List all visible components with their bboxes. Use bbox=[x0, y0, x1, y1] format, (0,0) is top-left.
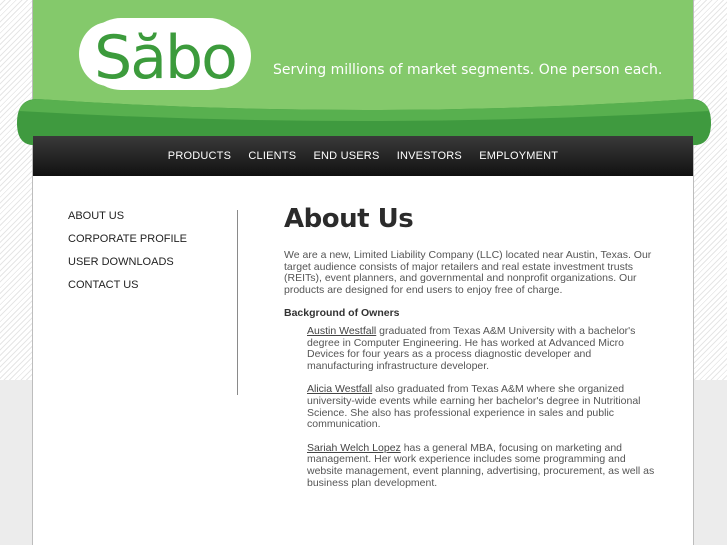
sabo-logo[interactable] bbox=[79, 12, 251, 92]
owners-heading: Background of Owners bbox=[284, 307, 400, 320]
sidebar-nav bbox=[68, 210, 187, 302]
page-container bbox=[32, 0, 694, 545]
owner-link-austin-westfall[interactable]: Austin Westfall bbox=[307, 324, 377, 337]
owner-link-alicia-westfall[interactable]: Alicia Westfall bbox=[307, 383, 373, 396]
svg-text:Săbo: Săbo bbox=[94, 23, 236, 92]
sidebar-divider bbox=[237, 210, 238, 395]
intro-paragraph: We are a new, Limited Liability Company (LLC) located near Austin, Texas. Our target audience consists of major retailers and real estate investment trusts (REITs), event planners, and governmental and nonprofit organizations. Our products are designed for end users to enjoy free of charge. bbox=[284, 249, 652, 296]
owner-entry bbox=[307, 326, 657, 372]
header-tagline: Serving millions of market segments. One person each. bbox=[273, 62, 663, 78]
nav-clients[interactable]: CLIENTS bbox=[248, 150, 297, 162]
nav-investors[interactable]: INVESTORS bbox=[396, 150, 462, 162]
main-nav bbox=[33, 150, 693, 162]
nav-employment[interactable]: EMPLOYMENT bbox=[479, 150, 559, 162]
sidebar-item-about-us[interactable]: ABOUT US bbox=[68, 210, 125, 222]
owner-bio: graduated from Texas A&M University with a bachelor's degree in Computer Engineering. He has worked at Advanced Micro Devices for four years as a process diagnostic developer and manufacturing infrastructure developer. bbox=[307, 324, 636, 372]
page-title: About Us bbox=[284, 204, 414, 234]
sidebar-item-contact-us[interactable]: CONTACT US bbox=[68, 279, 139, 291]
sidebar-item-user-downloads[interactable]: USER DOWNLOADS bbox=[68, 256, 174, 268]
sidebar-item-corporate-profile[interactable]: CORPORATE PROFILE bbox=[68, 233, 187, 245]
owner-entry bbox=[307, 384, 657, 430]
owner-entry bbox=[307, 443, 657, 489]
owner-link-sariah-welch-lopez[interactable]: Sariah Welch Lopez bbox=[307, 441, 401, 454]
main-nav-bar bbox=[33, 136, 693, 176]
nav-products[interactable]: PRODUCTS bbox=[167, 150, 232, 162]
nav-end-users[interactable]: END USERS bbox=[313, 150, 380, 162]
owner-bio: has a general MBA, focusing on marketing and management. Her work experience includes some programming and website management, event planning, advertising, procurement, as well as business plan development. bbox=[307, 441, 655, 489]
owner-bio: also graduated from Texas A&M where she organized university-wide events while earning her bachelor's degree in Nutritional Science. She also has professional experience in sales and public communication. bbox=[307, 383, 641, 431]
main-content bbox=[284, 204, 654, 501]
